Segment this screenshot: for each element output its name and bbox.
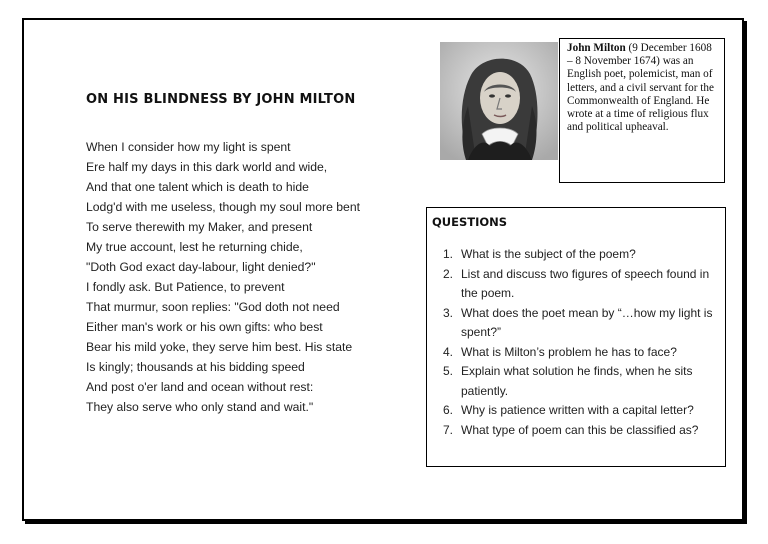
poem-line: My true account, lest he returning chide, <box>86 240 303 254</box>
milton-bio <box>559 38 725 183</box>
question-text: What type of poem can this be classified as? <box>461 422 699 437</box>
bio-name: John Milton <box>567 42 626 54</box>
poem-line: Is kingly; thousands at his bidding speed <box>86 360 305 374</box>
poem-line: Bear his mild yoke, they serve him best. His state <box>86 340 353 354</box>
poem-line: And that one talent which is death to hide <box>86 180 309 194</box>
question-text: Explain what solution he finds, when he sits patiently. <box>461 364 693 398</box>
poem-line: When I consider how my light is spent <box>86 140 291 154</box>
question-item <box>435 362 719 401</box>
question-item <box>435 401 719 421</box>
poem-line: That murmur, soon replies: "God doth not need <box>86 300 340 314</box>
question-number: 3. <box>443 305 454 320</box>
questions-title: QUESTIONS <box>432 215 508 229</box>
question-item <box>435 421 719 441</box>
question-text: What is the subject of the poem? <box>461 247 636 261</box>
question-number: 5. <box>443 364 454 378</box>
question-text: Why is patience written with a capital letter? <box>461 403 694 417</box>
poem-line: I fondly ask. But Patience, to prevent <box>86 280 285 294</box>
worksheet-page <box>22 18 744 521</box>
question-text: What does the poet mean by “…how my light is spent?” <box>461 305 713 339</box>
milton-portrait <box>440 42 558 160</box>
question-text: What is Milton’s problem he has to face? <box>461 344 677 359</box>
question-number: 1. <box>443 247 454 261</box>
question-text: List and discuss two figures of speech found in the poem. <box>461 266 710 300</box>
question-number: 2. <box>443 266 454 281</box>
poem-title: ON HIS BLINDNESS BY JOHN MILTON <box>86 92 356 107</box>
poem-line: And post o'er land and ocean without rest: <box>86 380 314 394</box>
poem-text <box>86 137 406 417</box>
question-item <box>435 304 719 343</box>
poem-line: "Doth God exact day-labour, light denied?" <box>86 260 316 274</box>
poem-line: To serve therewith my Maker, and present <box>86 220 313 234</box>
poem-line: Either man's work or his own gifts: who best <box>86 320 323 334</box>
poem-line: They also serve who only stand and wait." <box>86 400 314 414</box>
question-number: 4. <box>443 344 454 359</box>
questions-list <box>435 245 719 440</box>
poem-line: Lodg'd with me useless, though my soul more bent <box>86 200 360 214</box>
questions-box <box>426 207 726 467</box>
question-item <box>435 265 719 304</box>
bio-text: (9 December 1608 – 8 November 1674) was an English poet, polemicist, man of letters, and a civil servant for the Commonwealth of England. He wrote at a time of religious flux and political upheaval. <box>567 42 714 134</box>
poem-line: Ere half my days in this dark world and wide, <box>86 160 328 174</box>
question-number: 6. <box>443 403 454 417</box>
question-number: 7. <box>443 422 454 437</box>
question-item <box>435 245 719 265</box>
question-item <box>435 343 719 363</box>
